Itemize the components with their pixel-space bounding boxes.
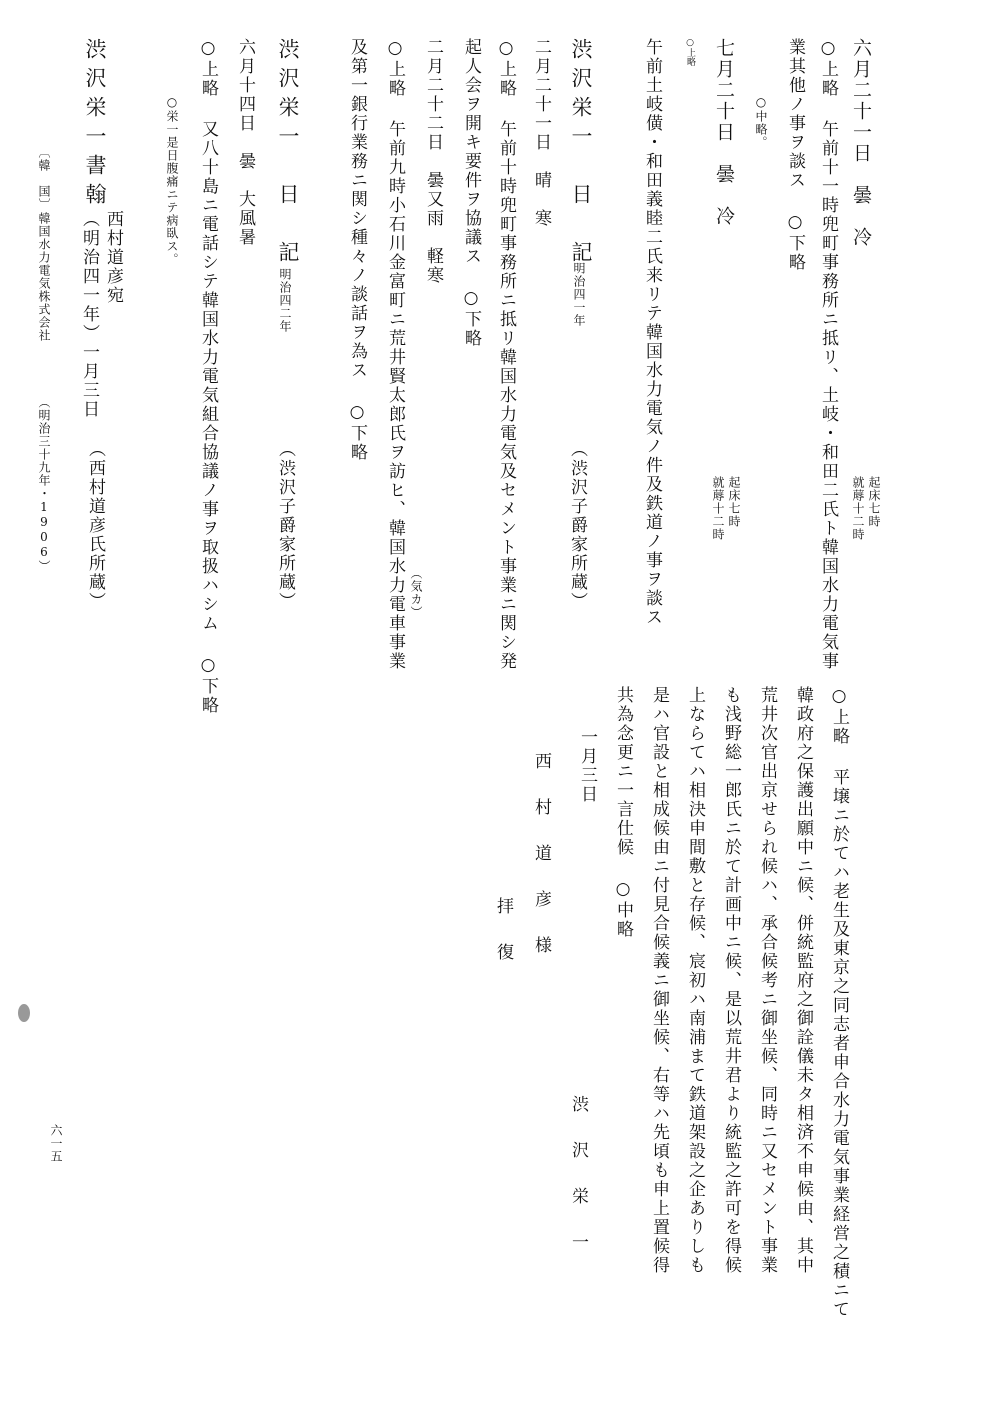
diary1-line-b1-note: （気カ） [409, 567, 423, 619]
diary2-year: 明治四二年 [278, 268, 292, 333]
category-company: 韓国水力電気株式会社 [37, 212, 51, 342]
entry1-line-1: ○上略 午前十一時兜町事務所ニ抵リ、土岐・和田二氏ト韓国水力電気事 [818, 38, 838, 671]
entry2-top-mark: ○上略 [685, 38, 695, 66]
letter-body-line-5: 上ならてハ相決申間敷と存候、宸初ハ南浦まて鉄道架設之企ありしも [685, 686, 705, 1275]
diary1-date-b: 二月二十二日 曇又雨 軽寒 [423, 38, 443, 285]
letter-date: 一月三日 [577, 728, 597, 804]
diary1-line-a2: 起人会ヲ開キ要件ヲ協議ス ○下略 [461, 38, 481, 348]
diary2-line-1: ○上略 又八十島ニ電話シテ韓国水力電気組合協議ノ事ヲ取扱ハシム ○下略 [198, 38, 218, 715]
diary2-source: （渋沢子爵家所蔵） [275, 440, 295, 611]
entry2-line-1: 午前土岐僙・和田義睦二氏来リテ韓国水力電気ノ件及鉄道ノ事ヲ談ス [642, 38, 662, 627]
letter-body-line-4: も浅野総一郎氏ニ於て計画中ニ候、是以荒井君より統監之許可を得候 [721, 686, 741, 1275]
letter-closing: 拝 復 [493, 897, 513, 966]
entry1-date: 六月二十一日 曇 冷 [850, 38, 872, 248]
entry2-date: 七月二十日 曇 冷 [713, 38, 735, 227]
diary2-date: 六月十四日 曇 大風暑 [235, 38, 255, 247]
diary1-source: （渋沢子爵家所蔵） [567, 440, 587, 611]
entry1-time-note-sleep: 就蓐十二時 [851, 476, 865, 541]
letter-body-line-7: 共為念更ニ一言仕候 ○中略 [613, 686, 633, 939]
diary1-title: 渋沢栄一 日 記 [569, 38, 593, 270]
letter-signature: 渋 沢 栄 一 [568, 1095, 588, 1256]
letter-body-line-6: 是ハ官設と相成候由ニ付見合候義ニ御坐候、右等ハ先頃も申上置候得 [649, 686, 669, 1275]
entry2-time-note-sleep: 就蓐十二時 [711, 476, 725, 541]
entry1-time-note-wake: 起床七時 [867, 476, 881, 528]
letter-body-line-1: ○上略 平壌ニ於てハ老生及東京之同志者申合水力電気事業経営之積ニて [829, 686, 849, 1319]
letter-recipient-heading: 西村道彦宛 [103, 210, 123, 305]
diary1-line-b1: ○上略 午前九時小石川金富町ニ荒井賢太郎氏ヲ訪ヒ、韓国水力電車事業 [385, 38, 405, 671]
diary1-date-a: 二月二十一日 晴 寒 [531, 38, 551, 228]
letter-source: （西村道彦氏所蔵） [85, 440, 105, 611]
category-label: 〔韓 国〕 [37, 146, 51, 211]
letter-date-heading: （明治四一年）一月三日 [79, 210, 99, 419]
diary1-line-b2: 及第一銀行業務ニ関シ種々ノ談話ヲ為ス ○下略 [347, 38, 367, 462]
entry1-line-2: 業其他ノ事ヲ談ス ○下略 [785, 38, 805, 272]
diary1-line-a1: ○上略 午前十時兜町事務所ニ抵リ韓国水力電気及セメント事業ニ関シ発 [496, 38, 516, 671]
entry1-mid-omit: ○中略。 [754, 95, 768, 149]
diary2-note: ○栄一是日腹痛ニテ病臥ス。 [165, 95, 179, 266]
scan-speck [18, 1004, 30, 1022]
letter-title: 渋沢栄一書翰 [83, 38, 107, 212]
entry2-time-note-wake: 起床七時 [727, 476, 741, 528]
diary1-year: 明治四一年 [572, 262, 586, 327]
letter-body-line-3: 荒井次官出京せられ候ハ、承合候考ニ御坐候、同時ニ又セメント事業 [757, 686, 777, 1275]
letter-addressee: 西 村 道 彦 様 [531, 752, 551, 959]
letter-body-line-2: 韓政府之保護出願中ニ候、併統監府之御詮儀未タ相済不申候由、其中 [793, 686, 813, 1275]
category-period: （明治三十九年・1906） [37, 396, 51, 573]
diary2-title: 渋沢栄一 日 記 [276, 38, 300, 270]
page-number: 六一五 [49, 1124, 63, 1163]
